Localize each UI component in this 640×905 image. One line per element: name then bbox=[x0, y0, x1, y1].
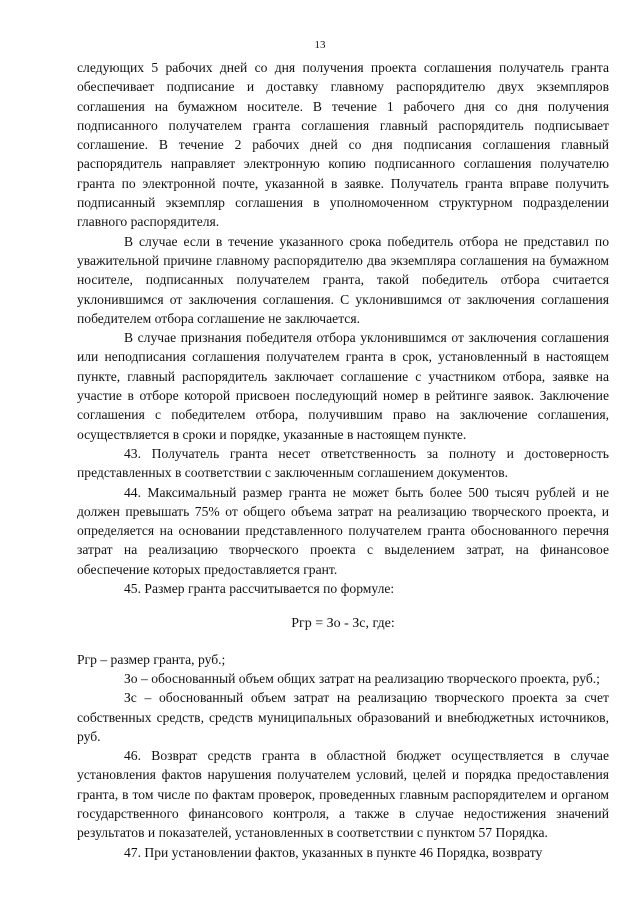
paragraph-continuation: следующих 5 рабочих дней со дня получения проекта соглашения получатель гранта обеспечивает подписание и доставку главному распорядителю двух экземпляров соглашения на бумажном носителе. В течение 1 рабочего дня со дня получения подписанного получателем гранта соглашения главный распорядитель подписывает соглашение. В течение 2 рабочих дней со дня подписания соглашения главный распорядитель направляет электронную копию подписанного соглашения получателю гранта по электронной почте, указанной в заявке. Получатель гранта вправе получить подписанный экземпляр соглашения в уполномоченном структурном подразделении главного распорядителя. bbox=[77, 60, 609, 230]
document-body bbox=[77, 58, 609, 862]
grant-formula: Ргр = Зо - Зс, где: bbox=[291, 616, 395, 632]
paragraph-45: 45. Размер гранта рассчитывается по формуле: bbox=[124, 581, 395, 597]
page-number: 13 bbox=[314, 39, 326, 51]
paragraph-evasion-consequences: В случае признания победителя отбора уклонившимся от заключения соглашения или неподписания соглашения получателем гранта в срок, установленный в настоящем пункте, главный распорядитель заключает соглашение с участником отбора, заявке на участие в отборе которой присвоен последующий номер в рейтинге заявок. Заключение соглашения с победителем отбора, получившим право на заключение соглашения, осуществляется в сроки и порядке, указанные в настоящем пункте. bbox=[77, 330, 609, 442]
paragraph-evasion: В случае если в течение указанного срока победитель отбора не представил по уважительной причине главному распорядителю два экземпляра соглашения на бумажном носителе, подписанных получателем гранта, такой победитель отбора считается уклонившимся от заключения соглашения. С уклонившимся от заключения соглашения победителем отбора соглашение не заключается. bbox=[77, 233, 609, 326]
paragraph-44: 44. Максимальный размер гранта не может быть более 500 тысяч рублей и не должен превышать 75% от общего объема затрат на реализацию творческого проекта, и определяется на основании представленного получателем гранта обоснованного перечня затрат на реализацию творческого проекта с выделением затрат, на финансовое обеспечение которых предоставляется грант. bbox=[77, 484, 609, 577]
definition-rgr: Ргр – размер гранта, руб.; bbox=[77, 651, 226, 667]
paragraph-46: 46. Возврат средств гранта в областной бюджет осуществляется в случае установления фактов нарушения получателем условий, целей и порядка предоставления гранта, в том числе по фактам проверок, проведенных главным распорядителем и органом государственного финансового контроля, а также в случае недостижения значений результатов и показателей, установленных в соответствии с пунктом 57 Порядка. bbox=[77, 748, 609, 841]
paragraph-43: 43. Получатель гранта несет ответственность за полноту и достоверность представленных в соответствии с заключенным соглашением документов. bbox=[77, 445, 609, 481]
paragraph-47: 47. При установлении фактов, указанных в пункте 46 Порядка, возврату bbox=[124, 844, 543, 860]
definition-zs: Зс – обоснованный объем затрат на реализацию творческого проекта за счет собственных средств, средств муниципальных образований и внебюджетных источников, руб. bbox=[77, 690, 609, 744]
definition-zo: Зо – обоснованный объем общих затрат на реализацию творческого проекта, руб.; bbox=[124, 670, 600, 686]
